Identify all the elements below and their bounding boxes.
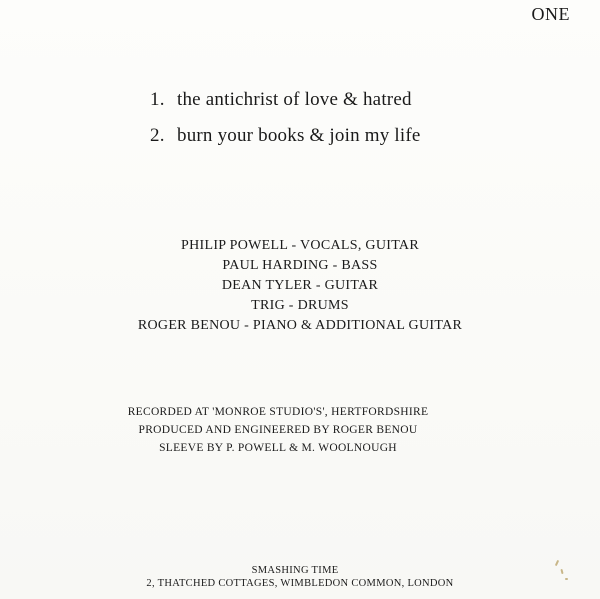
recording-line: PRODUCED AND ENGINEERED BY ROGER BENOU [138, 424, 418, 436]
track-title: the antichrist of love & hatred [177, 89, 412, 110]
credit-line: DEAN TYLER - GUITAR [221, 278, 379, 293]
label-name: SMASHING TIME [251, 565, 339, 576]
band-credits [0, 236, 600, 336]
track-item [150, 90, 420, 110]
track-item [150, 126, 420, 146]
credit-line: ROGER BENOU - PIANO & ADDITIONAL GUITAR [137, 318, 463, 333]
paper-speck [565, 578, 568, 580]
address-line: 2, THATCHED COTTAGES, WIMBLEDON COMMON, LONDON [146, 578, 454, 589]
credit-line: PHILIP POWELL - VOCALS, GUITAR [181, 238, 419, 253]
track-title: burn your books & join my life [177, 125, 421, 146]
recording-line: SLEEVE BY P. POWELL & M. WOOLNOUGH [159, 442, 397, 454]
credit-line: TRIG - DRUMS [251, 298, 349, 313]
credit-line: PAUL HARDING - BASS [222, 258, 378, 273]
side-label: ONE [531, 4, 570, 24]
track-number: 1. [150, 89, 165, 110]
recording-credits [0, 403, 556, 457]
track-list [150, 90, 420, 162]
label-address [0, 564, 600, 590]
recording-line: RECORDED AT 'MONROE STUDIO'S', HERTFORDSHIRE [127, 406, 429, 418]
track-number: 2. [150, 125, 165, 146]
